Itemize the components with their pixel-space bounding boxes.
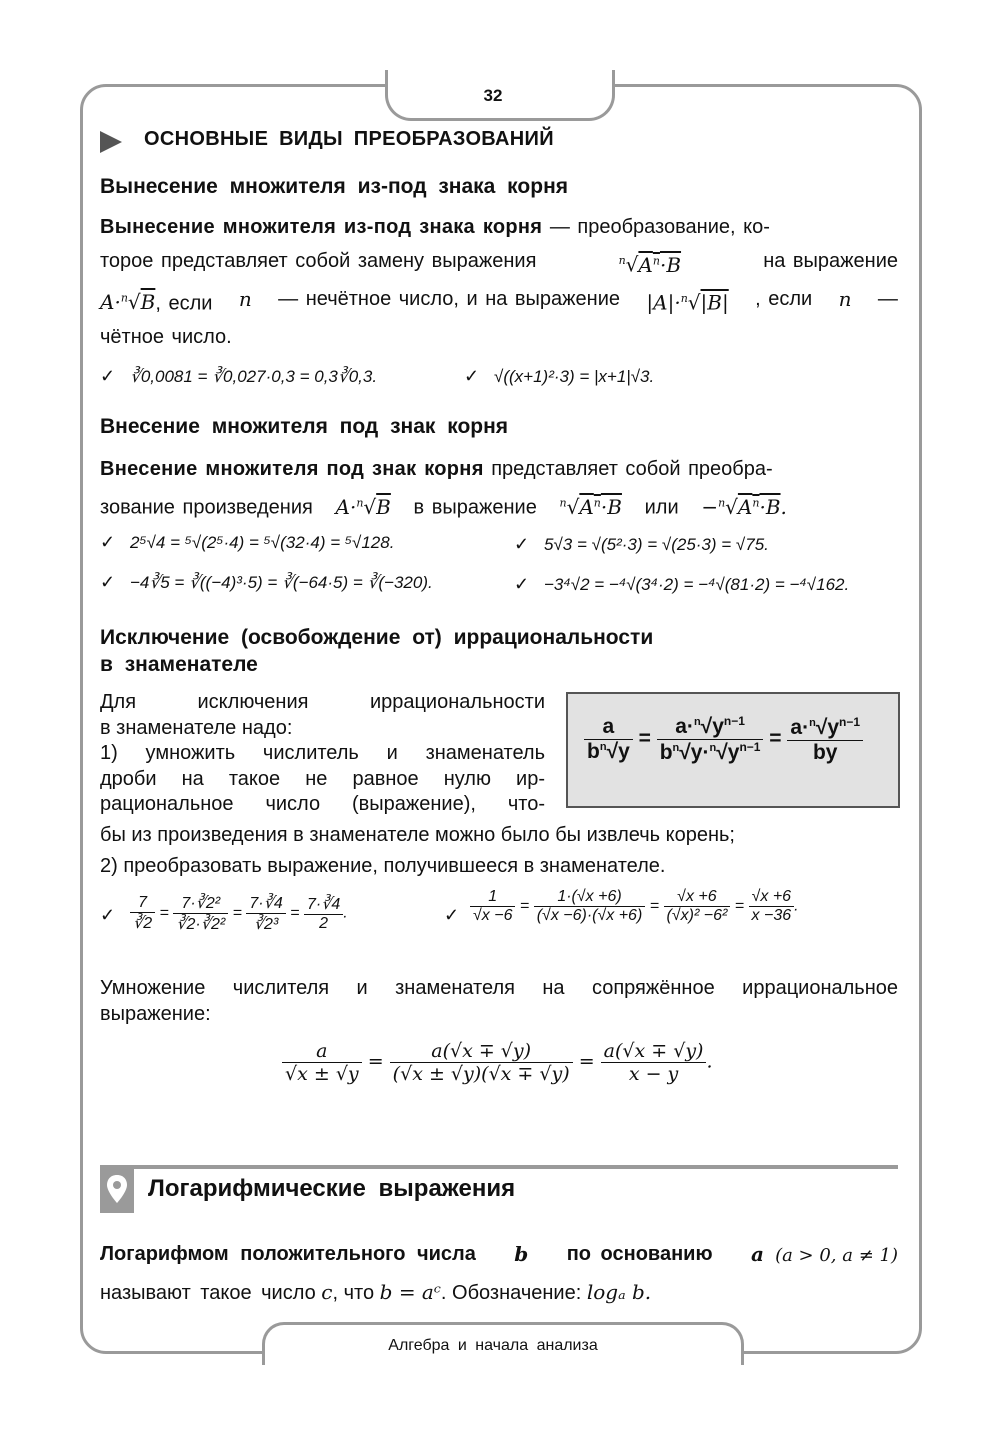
s2-expr-root-AnB: $^n√A^n\cdot B$ [559, 494, 622, 519]
s2-example-1: 2⁵√4 = ⁵√(2⁵·4) = ⁵√(32·4) = ⁵√128. [130, 533, 395, 552]
s2-expr-A-rootB: A·$^n$√B [335, 494, 391, 519]
check-icon: ✓ [100, 366, 116, 386]
s3-example-1: $\frac{7}{∛2}$ = $\frac{\text{7·∛2²}}{\text{∛2·∛2²}}$ = $\frac{7\cdot∛4}{\text{∛2³}}$ = $\frac{7\cdot∛4}{2}$ . [130, 893, 348, 934]
s1-heading: Вынесение множителя из-под знака корня [100, 175, 569, 198]
log-base-text: по основанию [566, 1243, 713, 1265]
s1-paragraph [100, 210, 898, 354]
check-icon: ✓ [514, 534, 530, 554]
s3-conj-line1: Умножение числителя и знаменателя на сопряжённое иррациональное [100, 977, 898, 999]
s1-line1: — преобразование, ко- [542, 216, 770, 238]
s3-p5: рациональное число (выражение), что- [100, 793, 545, 815]
s1-example-2: √((x+1)²·3) = |x+1|√3. [494, 367, 655, 386]
check-icon: ✓ [444, 905, 460, 925]
log-condition: (a > 0, a ≠ 1) [775, 1245, 898, 1266]
s3-paragraph [100, 690, 545, 818]
s1-var-n2: n [838, 286, 852, 311]
formula-box [566, 692, 900, 808]
section-title: ОСНОВНЫЕ ВИДЫ ПРЕОБРАЗОВАНИЙ [144, 128, 554, 150]
s1-line4: чётное число. [100, 326, 232, 349]
s3-p2: в знаменателе надо: [100, 716, 293, 739]
s1-line3a: , если [155, 292, 213, 315]
s3-paragraph-cont [100, 820, 898, 882]
s2-example-4: −3⁴√2 = −⁴√(3⁴·2) = −⁴√(81·2) = −⁴√162. [544, 575, 850, 594]
s3-heading [100, 624, 653, 678]
s1-example-1: ∛0,0081 = ∛0,027·0,3 = 0,3∛0,3. [130, 367, 378, 386]
s1-expr-A-rootB: A·$^n$√B [100, 290, 156, 315]
s3-conj-line2: выражение: [100, 1003, 211, 1025]
footer-text: Алгебра и начала анализа [388, 1337, 598, 1354]
s1-line3b: — нечётное число, и на выражение [278, 287, 621, 310]
log-var-c: c [321, 1280, 333, 1304]
s2-line1: представляет собой преобра- [483, 458, 773, 480]
log-line2b: , что [332, 1282, 375, 1304]
formula-box-formula: $\frac{a}{b^n√y}$ = $\frac{a\cdot^n√y^{n-1}}{b^n√y\cdot^n√y^{n-1}}$ = $\frac{a\cdot^n√y^{n-1}}{by}$ [584, 714, 863, 765]
s1-line2-tail: на выражение [763, 250, 898, 272]
log-line2a: называют такое число [100, 1282, 316, 1304]
check-icon: ✓ [100, 572, 116, 592]
triangle-bullet-icon [100, 131, 122, 153]
check-icon: ✓ [464, 366, 480, 386]
log-title: Логарифмические выражения [148, 1175, 516, 1202]
log-notation: logₐ b. [586, 1280, 652, 1304]
s1-line3c: , если [755, 287, 813, 310]
s3-conjugate-text [100, 975, 898, 1027]
s3-p4: дроби на такое не равное нулю ир- [100, 767, 545, 790]
s2-example-3: −4∛5 = ∛((−4)³·5) = ∛(−64·5) = ∛(−320). [130, 573, 433, 592]
s3-heading-line1: Исключение (освобождение от) иррациональности [100, 626, 654, 649]
page-number: 32 [483, 86, 503, 105]
s1-var-n: n [238, 286, 252, 311]
log-paragraph [100, 1236, 898, 1311]
s1-line2: торое представляет собой замену выражения [100, 250, 537, 272]
s1-line3d: — [877, 287, 898, 310]
s2-heading: Внесение множителя под знак корня [100, 415, 509, 438]
log-term: Логарифмом положительного числа [100, 1243, 476, 1265]
s3-p6: бы из произведения в знаменателе можно было бы извлечь корень; [100, 824, 735, 846]
s3-p3: 1) умножить числитель и знаменатель [100, 742, 545, 764]
s2-expr-neg-root-AnB: $-^n√A^n\cdot B$. [701, 494, 787, 519]
s3-p7: 2) преобразовать выражение, получившееся в знаменателе. [100, 855, 666, 877]
s2-term: Внесение множителя под знак корня [100, 458, 484, 480]
s2-line2a: зование произведения [100, 496, 313, 519]
log-header-bar [100, 1165, 898, 1169]
log-var-b: b [514, 1242, 529, 1266]
location-pin-icon [100, 1165, 134, 1213]
s3-conjugate-formula: $\frac{a}{√x \pm √y}$ = $\frac{a(√x \mp √y)}{(√x \pm √y)(√x \mp √y)}$ = $\frac{a(√x \mp √y)}{x - y}$ . [282, 1040, 713, 1085]
check-icon: ✓ [100, 532, 116, 552]
s2-paragraph [100, 452, 898, 525]
s2-line2c: или [644, 496, 679, 519]
s3-p1: Для исключения иррациональности [100, 691, 545, 713]
s2-line2b: в выражение [413, 496, 537, 519]
log-section-header [100, 1165, 898, 1213]
check-icon: ✓ [100, 905, 116, 925]
check-icon: ✓ [514, 574, 530, 594]
log-var-a: a [750, 1242, 764, 1266]
s1-expr-absA-rootabsB: |A|·$^n$√|B| [646, 290, 729, 315]
s2-example-2: 5√3 = √(5²·3) = √(25·3) = √75. [544, 535, 769, 554]
log-line2c: . Обозначение: [440, 1282, 582, 1304]
s1-expr-nthroot-AnB: $^n√A^n\cdot B$ [618, 252, 682, 277]
s1-term: Вынесение множителя из-под знака корня [100, 216, 543, 238]
s3-example-2: $\frac{1}{√x -6}$ = $\frac{1\cdot(√x +6)}{(√x -6)\cdot(√x +6)}$ = $\frac{√x +6}{\text{(√x)² −6²}}$ = $\frac{√x +6}{x -36}$ . [470, 888, 799, 925]
s3-heading-line2: в знаменателе [100, 653, 258, 676]
log-equation: b = aᶜ [379, 1280, 441, 1304]
